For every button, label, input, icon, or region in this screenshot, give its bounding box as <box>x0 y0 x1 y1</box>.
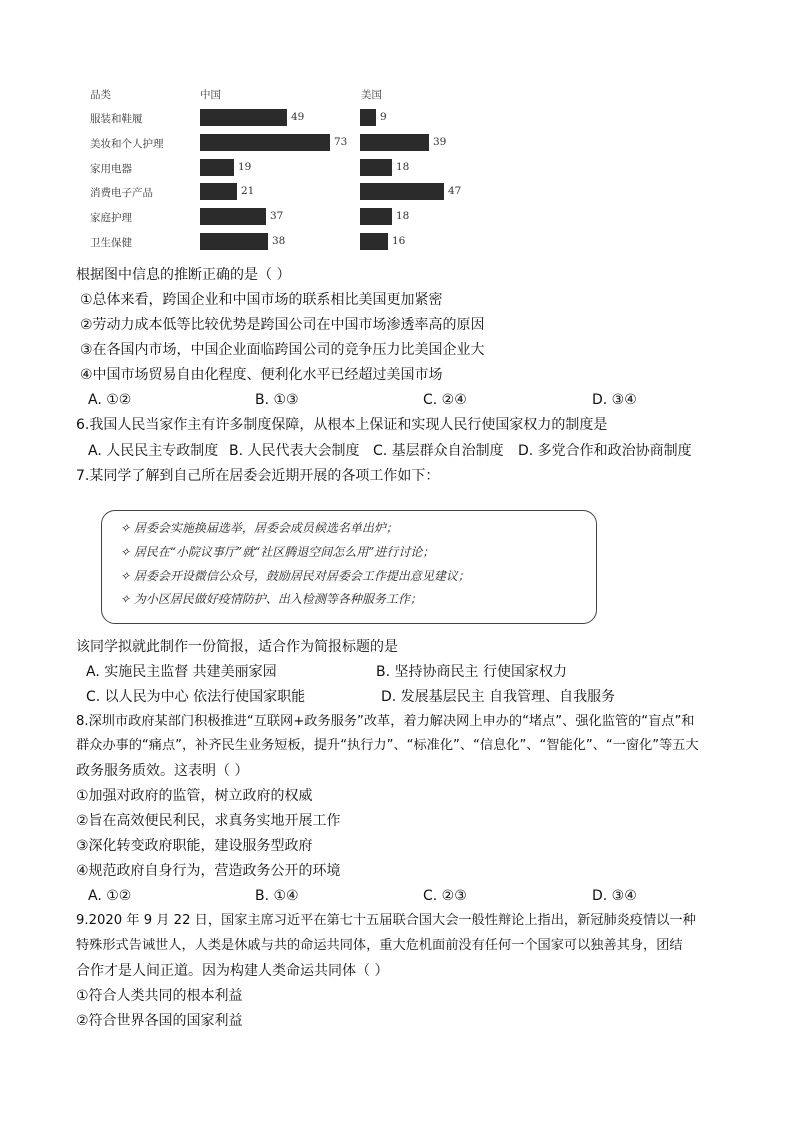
bar-usa <box>360 208 392 225</box>
category-label: 消费电子产品 <box>90 187 153 199</box>
bar-usa <box>360 183 444 200</box>
bar-china <box>200 109 287 126</box>
value-label-usa: 18 <box>396 161 410 173</box>
community-work-box <box>101 510 597 624</box>
option-d[interactable]: D. ③④ <box>592 392 637 408</box>
question-stem: 6.我国人民当家作主有许多制度保障，从根本上保证和实现人民行使国家权力的制度是 <box>76 417 608 433</box>
box-line-4: ✧ 为小区居民做好疫情防护、出入检测等各种服务工作； <box>120 592 422 606</box>
statement-4: ④中国市场贸易自由化程度、便利化水平已经超过美国市场 <box>80 367 443 383</box>
option-b[interactable]: B. ①④ <box>255 888 299 904</box>
question-stem: 根据图中信息的推断正确的是（ ） <box>76 267 291 283</box>
value-label-usa: 16 <box>392 235 406 247</box>
statement-3: ③深化转变政府职能，建设服务型政府 <box>76 838 313 854</box>
box-line-2: ✧ 居民在“小院议事厅”就“社区腾退空间怎么用”进行讨论； <box>120 545 435 559</box>
option-b[interactable]: B. 人民代表大会制度 <box>229 443 360 459</box>
statement-4: ④规范政府自身行为，营造政务公开的环境 <box>76 863 341 879</box>
statement-1: ①符合人类共同的根本利益 <box>76 988 243 1004</box>
bar-china <box>200 159 234 176</box>
value-label-usa: 39 <box>433 136 447 148</box>
value-label-china: 37 <box>270 210 284 222</box>
legend-china: 中国 <box>200 89 221 101</box>
statement-2: ②符合世界各国的国家利益 <box>76 1013 243 1029</box>
option-b[interactable]: B. 坚持协商民主 行使国家权力 <box>376 664 567 680</box>
value-label-china: 38 <box>272 235 286 247</box>
statement-2: ②旨在高效便民利民，求真务实地开展工作 <box>76 813 341 829</box>
option-d[interactable]: D. ③④ <box>592 888 637 904</box>
bar-china <box>200 134 330 151</box>
legend-usa: 美国 <box>361 89 382 101</box>
option-a[interactable]: A. 人民民主专政制度 <box>88 443 219 459</box>
bar-china <box>200 183 237 200</box>
statement-1: ①总体来看，跨国企业和中国市场的联系相比美国更加紧密 <box>80 292 443 308</box>
option-a[interactable]: A. ①② <box>88 888 132 904</box>
bar-usa <box>360 233 388 250</box>
question-stem-line-1: 8.深圳市政府某部门积极推进“互联网+政务服务”改革，着力解决网上申办的“堵点”、强化监管的“盲点”和 <box>76 714 695 729</box>
bar-usa <box>360 109 376 126</box>
statement-2: ②劳动力成本低等比较优势是跨国公司在中国市场渗透率高的原因 <box>80 317 485 333</box>
category-label: 家用电器 <box>90 163 132 175</box>
value-label-china: 49 <box>291 111 305 123</box>
option-c[interactable]: C. ②③ <box>423 888 467 904</box>
category-label: 美妆和个人护理 <box>90 138 164 150</box>
statement-3: ③在各国内市场，中国企业面临跨国公司的竞争压力比美国企业大 <box>80 342 485 358</box>
question-stem-line-2: 群众办事的“痛点”，补齐民生业务短板，提升“执行力”、“标准化”、“信息化”、“智能化”、“一窗化”等五大 <box>76 738 699 753</box>
bar-usa <box>360 134 429 151</box>
category-label: 家庭护理 <box>90 212 132 224</box>
bar-china <box>200 233 268 250</box>
category-label: 服装和鞋履 <box>90 113 143 125</box>
option-a[interactable]: A. ①② <box>88 392 132 408</box>
option-c[interactable]: C. ②④ <box>423 392 467 408</box>
category-label: 卫生保健 <box>90 237 132 249</box>
question-stem-line-1: 9.2020 年 9 月 22 日，国家主席习近平在第七十五届联合国大会一般性辩论上指出，新冠肺炎疫情以一种 <box>76 913 696 928</box>
box-line-1: ✧ 居委会实施换届选举，居委会成员候选名单出炉； <box>120 521 398 535</box>
option-c[interactable]: C. 以人民为中心 依法行使国家职能 <box>86 689 306 705</box>
box-line-3: ✧ 居委会开设微信公众号，鼓励居民对居委会工作提出意见建议； <box>120 569 470 583</box>
statement-1: ①加强对政府的监管，树立政府的权威 <box>76 788 313 804</box>
value-label-usa: 18 <box>396 210 410 222</box>
column-header-category: 品类 <box>90 89 111 101</box>
option-d[interactable]: D. 发展基层民主 自我管理、自我服务 <box>381 689 616 705</box>
option-b[interactable]: B. ①③ <box>255 392 299 408</box>
value-label-usa: 9 <box>380 111 387 123</box>
question-stem-line-3: 政务服务质效。这表明（ ） <box>76 763 249 779</box>
question-stem: 7.某同学了解到自己所在居委会近期开展的各项工作如下： <box>76 468 440 484</box>
value-label-usa: 47 <box>448 185 462 197</box>
question-stem-line-3: 合作才是人间正道。因为构建人类命运共同体（ ） <box>76 963 389 979</box>
option-d[interactable]: D. 多党合作和政治协商制度 <box>518 443 692 459</box>
value-label-china: 73 <box>334 136 348 148</box>
option-a[interactable]: A. 实施民主监督 共建美丽家园 <box>86 664 277 680</box>
value-label-china: 19 <box>238 161 252 173</box>
question-prompt: 该同学拟就此制作一份简报，适合作为简报标题的是 <box>76 639 398 655</box>
bar-china <box>200 208 266 225</box>
value-label-china: 21 <box>241 185 255 197</box>
question-stem-line-2: 特殊形式告诫世人，人类是休戚与共的命运共同体，重大危机面前没有任何一个国家可以独善其身，团结 <box>76 938 683 953</box>
option-c[interactable]: C. 基层群众自治制度 <box>373 443 504 459</box>
bar-usa <box>360 159 392 176</box>
